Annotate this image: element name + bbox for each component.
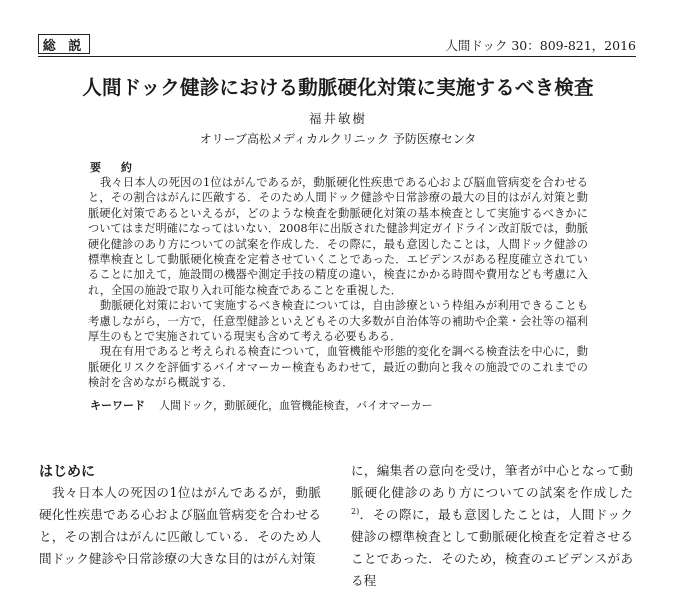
- journal-citation: 人間ドック 30：809-821，2016: [445, 38, 636, 53]
- body-text: ．その際に，最も意図したことは，人間ドック健診の標準検査として動脈硬化検査を定着させることであった．そのため，検査のエビデンスがある程: [351, 507, 633, 588]
- article-header: [38, 34, 636, 57]
- keywords-line: [90, 397, 433, 413]
- intro-paragraph-continued: [351, 460, 633, 592]
- intro-heading: はじめに: [39, 464, 95, 480]
- section-tag: 総 説: [38, 34, 90, 54]
- body-text: に，編集者の意向を受け，筆者が中心となって動脈硬化健診のあり方についての試案を作成した: [351, 463, 633, 500]
- citation-ref[interactable]: 2): [351, 506, 360, 516]
- abstract-heading: 要 約: [90, 161, 140, 174]
- keywords-label: キーワード: [90, 399, 145, 412]
- article-title: 人間ドック健診における動脈硬化対策に実施するべき検査: [82, 76, 594, 99]
- abstract-paragraph: 我々日本人の死因の1位はがんであるが，動脈硬化性疾患である心および脳血管病変を合わせると，その割合はがんに匹敵する．そのため人間ドック健診や日常診療の最大の目的はがん対策と動脈硬化対策であるといえるが，どのような検査を動脈硬化対策の基本検査として実施するべきかについてはまだ明確になってはいない．2008年に出版された健診判定ガイドライン改訂版では，動脈硬化健診のあり方についての試案を作成した．その際に，最も意図したことは，人間ドック健診の標準検査として動脈硬化検査を定着させていくことであった．エビデンスがある程度確立されていることに加えて，施設間の機器や測定手技の精度の違い，検査にかかる時間や費用なども考慮に入れ，全国の施設で取り入れ可能な検査であることを重視した．: [88, 176, 588, 297]
- body-column-right: [351, 460, 633, 592]
- abstract-paragraph: 現在有用であると考えられる検査について，血管機能や形態的変化を調べる検査法を中心に，動脈硬化リスクを評価するバイオマーカー検査もあわせて，最近の動向と我々の施設でのこれまでの検討を含めながら概説する．: [88, 345, 588, 390]
- keywords-text: 人間ドック，動脈硬化，血管機能検査，バイオマーカー: [159, 399, 433, 412]
- intro-paragraph: 我々日本人の死因の1位はがんであるが，動脈硬化性疾患である心および脳血管病変を合わせると，その割合はがんに匹敵している．そのため人間ドック健診や日常診療の大きな目的はがん対策: [39, 485, 321, 566]
- abstract-paragraph: 動脈硬化対策において実施するべき検査については，自由診療という枠組みが利用できることも考慮しながら，一方で，任意型健診といえどもその大多数が自治体等の補助や企業・会社等の福利厚生のもとで実施されている現実も含めて考える必要もある．: [88, 299, 588, 344]
- author-affiliation: オリーブ高松メディカルクリニック 予防医療センタ: [199, 132, 477, 146]
- abstract-body: [88, 175, 588, 391]
- author-name: 福井敏樹: [308, 111, 367, 126]
